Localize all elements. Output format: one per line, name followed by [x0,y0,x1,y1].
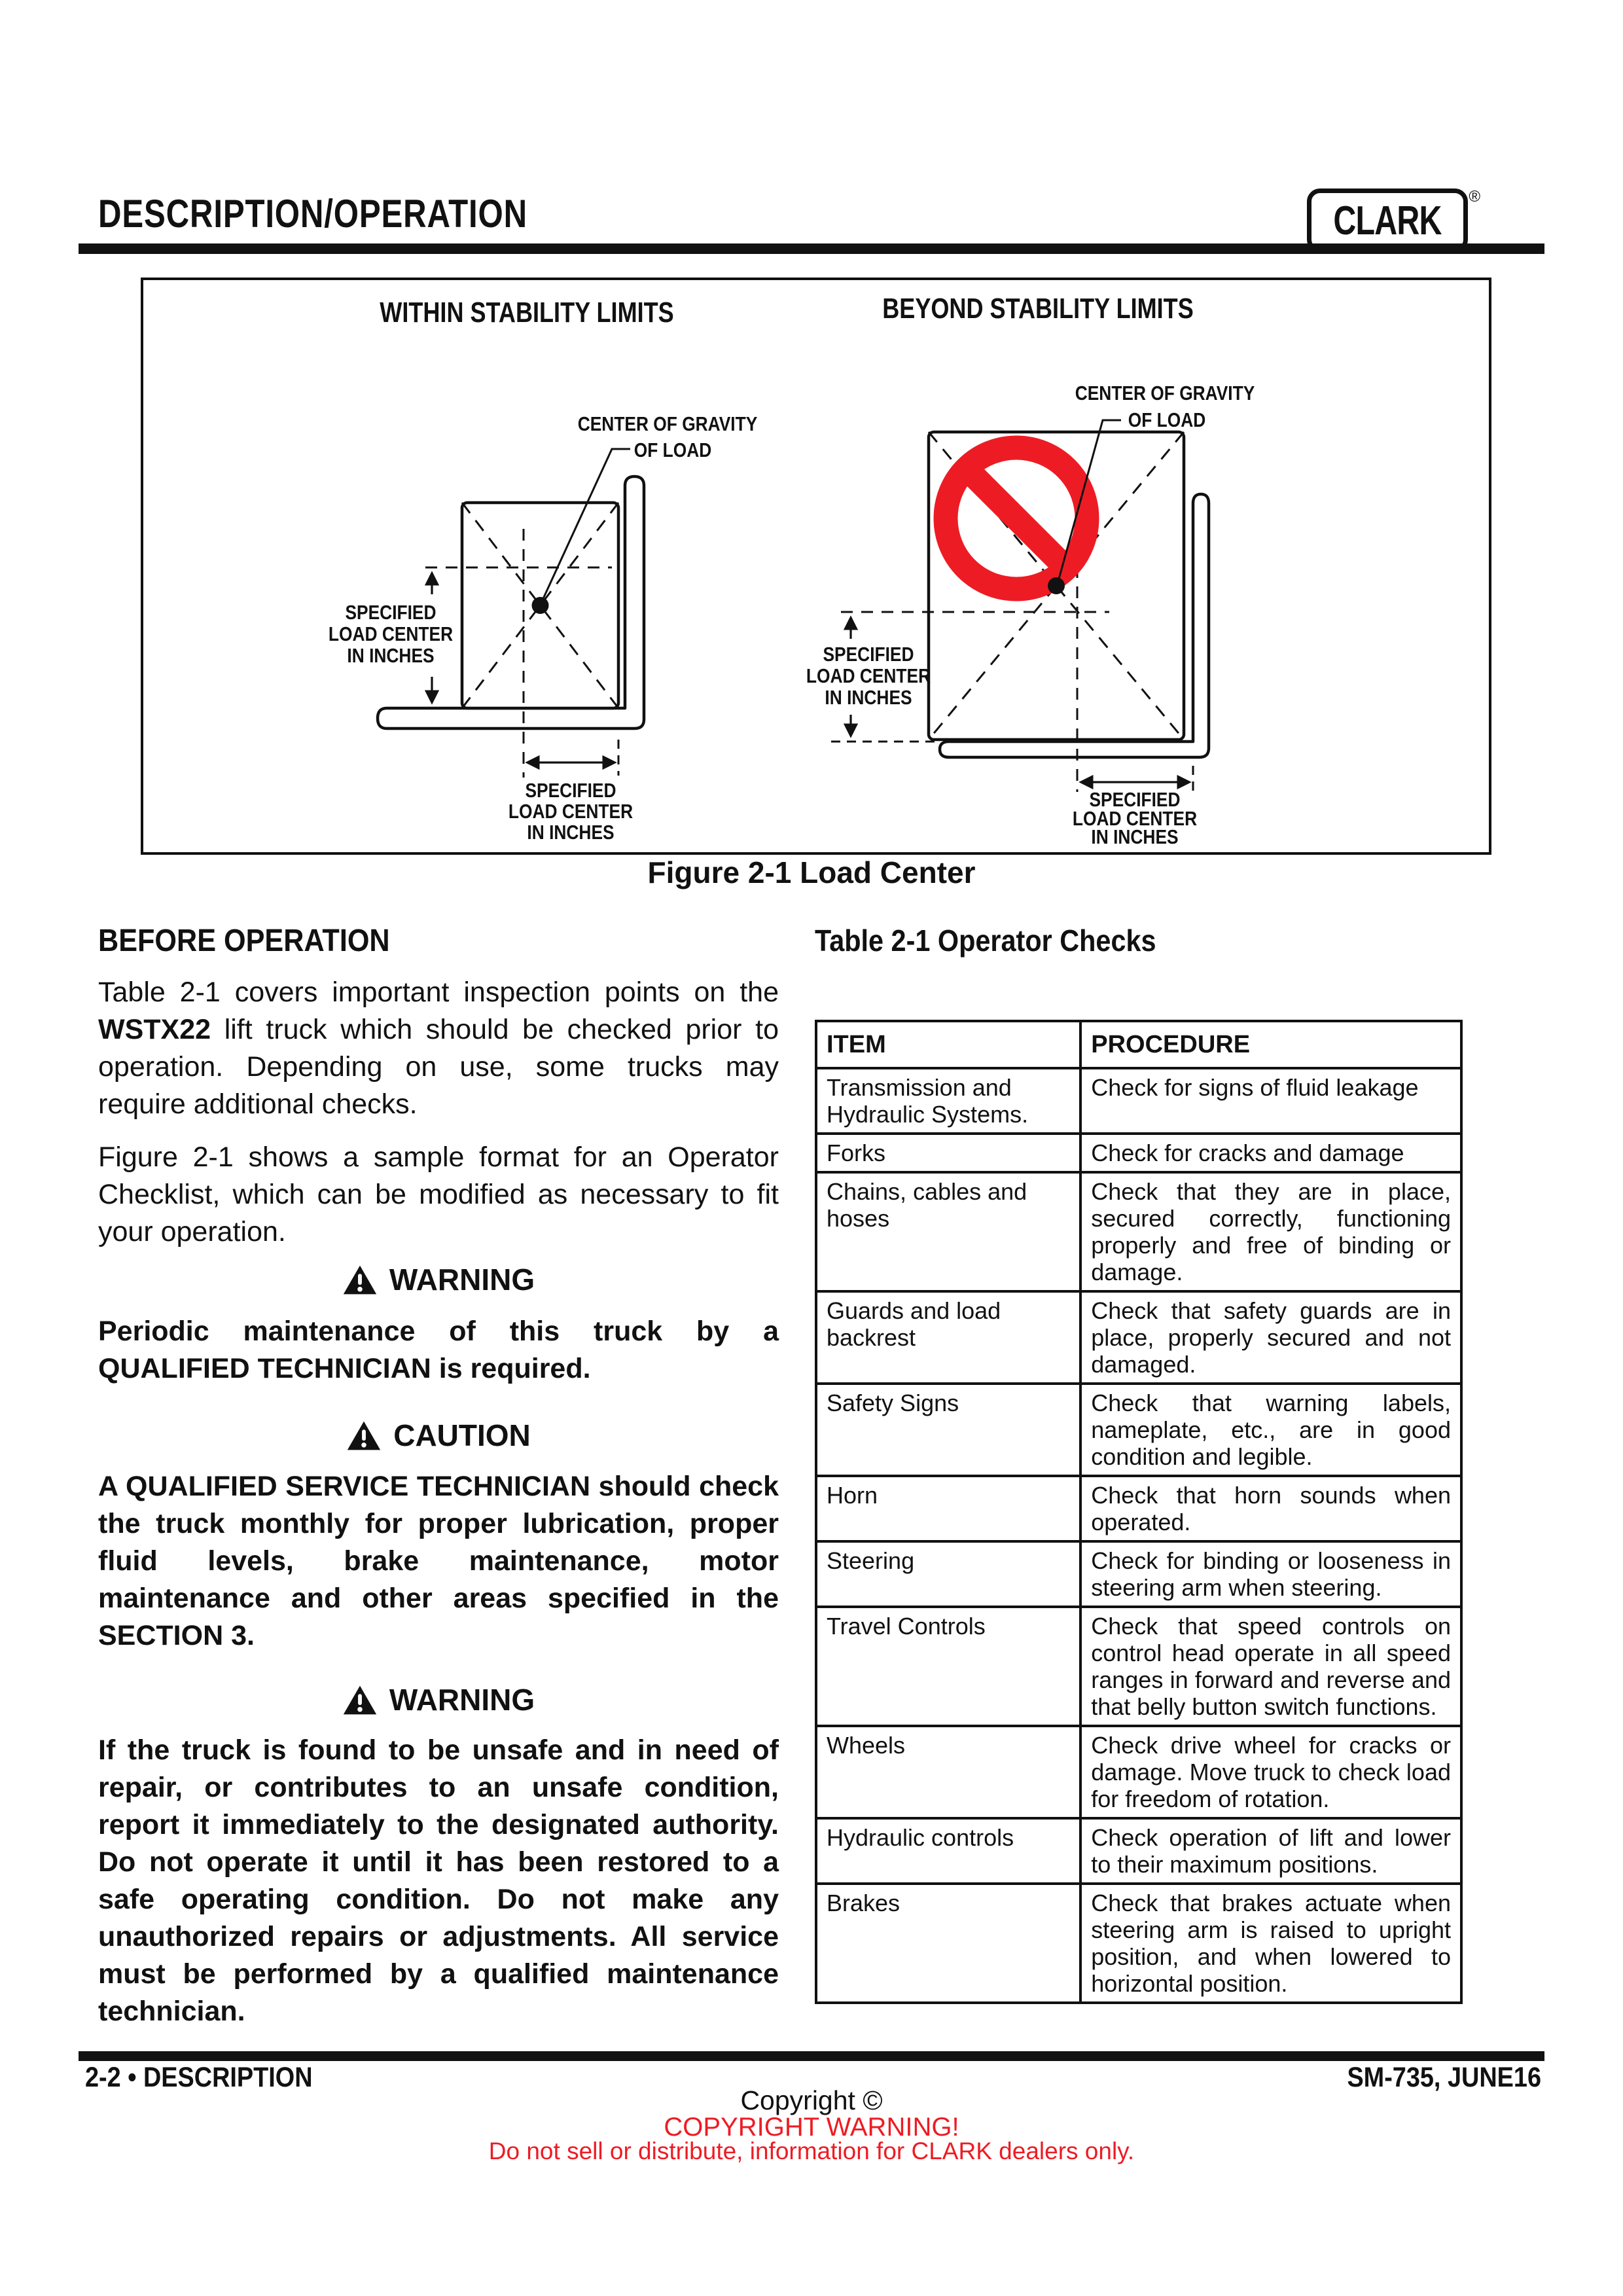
warning-label: WARNING [389,1683,535,1717]
table-title: Table 2-1 Operator Checks [815,924,1156,958]
table-header-row [816,1021,1461,1068]
checklist-paragraph: Figure 2-1 shows a sample format for an Operator Checklist, which can be modified as necessary to fit your operation. [98,1141,779,1247]
table-row [816,1384,1461,1476]
side-dim-label: LOAD CENTER [806,665,931,688]
side-dim-label: SPECIFIED [345,601,437,624]
item-cell: Travel Controls [816,1607,1080,1726]
bottom-dim-label: IN INCHES [1091,826,1179,848]
caution-heading [98,1418,779,1453]
cg-label-line2: OF LOAD [1128,409,1206,432]
item-cell: Wheels [816,1726,1080,1818]
item-cell: Horn [816,1476,1080,1541]
item-cell: Transmission and Hydraulic Systems. [816,1068,1080,1134]
side-dim-label: IN INCHES [347,645,435,668]
table-row [816,1607,1461,1726]
beyond-stability-diagram [795,275,1450,848]
bottom-dim-label: SPECIFIED [1089,789,1181,812]
bottom-dim-label: LOAD CENTER [508,800,633,823]
side-dim-label: LOAD CENTER [328,623,454,646]
figure-caption: Figure 2-1 Load Center [647,855,976,889]
warning-triangle-icon [346,1420,382,1451]
item-cell: Hydraulic controls [816,1818,1080,1884]
procedure-cell: Check for cracks and damage [1080,1134,1461,1172]
side-dim-label: IN INCHES [825,687,912,709]
procedure-cell: Check that they are in place, secured correctly, functioning properly and free of binding or damage. [1080,1172,1461,1291]
table-row [816,1476,1461,1541]
paragraph-text: Table 2-1 covers important inspection points on the [98,977,779,1008]
procedure-cell: Check that warning labels, nameplate, etc., are in good condition and legible. [1080,1384,1461,1476]
procedure-cell: Check that brakes actuate when steering arm is raised to upright position, and when lowered to horizontal position. [1080,1884,1461,2003]
table-row [816,1291,1461,1384]
copyright-line: Copyright © [740,2085,883,2115]
page-title: DESCRIPTION/OPERATION [98,192,527,236]
center-of-gravity-dot [532,597,549,614]
footer-page-label: 2-2 • DESCRIPTION [85,2062,313,2093]
paragraph-text: lift truck which should be checked prior to operation. Depending on use, some trucks may require additional checks. [98,1014,779,1120]
table-row [816,1726,1461,1818]
procedure-cell: Check that speed controls on control head operate in all speed ranges in forward and reverse and that belly button switch functions. [1080,1607,1461,1726]
model-code: WSTX22 [98,1014,211,1045]
item-cell: Forks [816,1134,1080,1172]
intro-paragraph [98,974,779,1123]
column-header-procedure: PROCEDURE [1080,1021,1461,1068]
item-cell: Steering [816,1541,1080,1607]
warning-heading [98,1262,779,1297]
bottom-dim-label: SPECIFIED [525,780,616,802]
table-row [816,1541,1461,1607]
cg-label-line1: CENTER OF GRAVITY [577,413,758,436]
figure-left-title: WITHIN STABILITY LIMITS [380,296,674,329]
table-row [816,1884,1461,2003]
table-row [816,1172,1461,1291]
caution-label: CAUTION [393,1418,531,1452]
table-row [816,1818,1461,1884]
bottom-dim-label: IN INCHES [527,821,615,844]
table-row [816,1068,1461,1134]
item-cell: Brakes [816,1884,1080,2003]
footer-rule [79,2051,1544,2061]
item-cell: Safety Signs [816,1384,1080,1476]
cg-label-line2: OF LOAD [633,439,712,462]
column-header-item: ITEM [816,1021,1080,1068]
clark-logo-text: CLARK [1333,198,1442,243]
copyright-warning-line: COPYRIGHT WARNING! [664,2113,959,2142]
center-of-gravity-dot [1048,577,1065,594]
warning-triangle-icon [342,1685,378,1715]
distribution-warning-line: Do not sell or distribute, information for CLARK dealers only. [488,2138,1135,2164]
registered-mark-icon: ® [1469,188,1480,206]
section-heading: BEFORE OPERATION [98,924,390,958]
warning-label: WARNING [389,1263,535,1297]
bottom-dim-label: LOAD CENTER [1072,808,1198,831]
warning-heading [98,1682,779,1717]
warning-text: Periodic maintenance of this truck by a QUALIFIED TECHNICIAN is required. [98,1316,779,1384]
within-stability-diagram [236,281,785,844]
warning-text: If the truck is found to be unsafe and in need of repair, or contributes to an unsafe condition, report it immediately to the designated authority. Do not operate it until it has been restored to a safe operating condition. Do not make any unauthorized repairs or adjustments. All service must be performed by a qualified maintenance technician. [98,1734,779,2027]
procedure-cell: Check that safety guards are in place, properly secured and not damaged. [1080,1291,1461,1384]
caution-text: A QUALIFIED SERVICE TECHNICIAN should check the truck monthly for proper lubrication, proper fluid levels, brake maintenance, motor maintenance and other areas specified in the SECTION 3. [98,1471,779,1651]
side-dim-label: SPECIFIED [823,643,914,666]
warning-triangle-icon [342,1265,378,1295]
item-cell: Guards and load backrest [816,1291,1080,1384]
table-row [816,1134,1461,1172]
cg-label-line1: CENTER OF GRAVITY [1075,382,1255,405]
operator-checks-table [815,1020,1463,2004]
procedure-cell: Check operation of lift and lower to their maximum positions. [1080,1818,1461,1884]
procedure-cell: Check for signs of fluid leakage [1080,1068,1461,1134]
item-cell: Chains, cables and hoses [816,1172,1080,1291]
header-rule [79,243,1544,254]
procedure-cell: Check that horn sounds when operated. [1080,1476,1461,1541]
procedure-cell: Check drive wheel for cracks or damage. Move truck to check load for freedom of rotation. [1080,1726,1461,1818]
footer-doc-code: SM-735, JUNE16 [1347,2062,1541,2093]
procedure-cell: Check for binding or looseness in steering arm when steering. [1080,1541,1461,1607]
figure-right-title: BEYOND STABILITY LIMITS [882,292,1194,325]
